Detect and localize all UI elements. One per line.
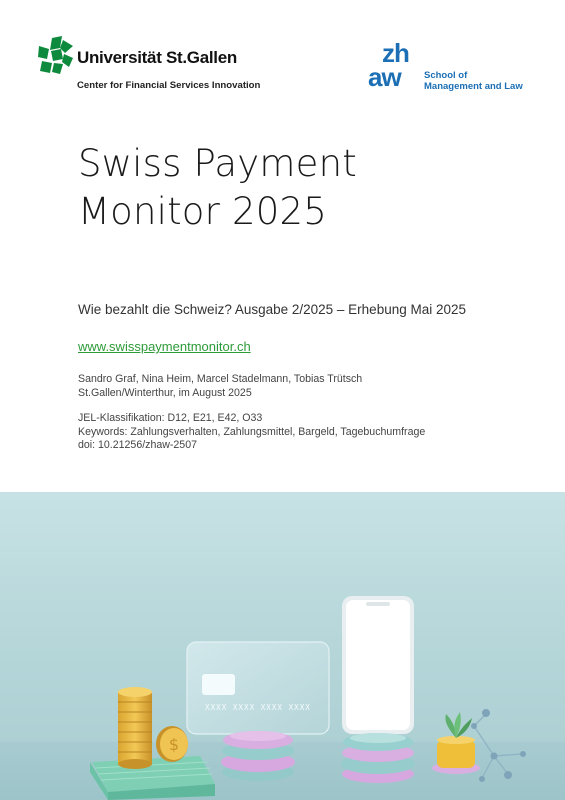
hsg-name: Universität St.Gallen (77, 48, 237, 67)
zhaw-school-line1: School of (424, 70, 468, 81)
ring-stand-right (341, 733, 415, 783)
hsg-leaf-mark-icon (38, 36, 74, 74)
hsg-logo (38, 36, 261, 96)
title-line-1: Swiss Payment (78, 142, 357, 185)
svg-text:$: $ (168, 735, 180, 754)
website-link[interactable]: www.swisspaymentmonitor.ch (78, 339, 251, 354)
keywords: Keywords: Zahlungsverhalten, Zahlungsmittel, Bargeld, Tagebuchumfrage (78, 425, 426, 438)
subtitle: Wie bezahlt die Schweiz? Ausgabe 2/2025 – Erhebung Mai 2025 (78, 302, 467, 317)
hsg-subtitle: Center for Financial Services Innovation (77, 80, 261, 91)
zhaw-school-line2: Management and Law (424, 80, 523, 92)
card-chip-icon (202, 674, 235, 695)
dollar-coin-icon (156, 726, 188, 762)
cash-stack (90, 756, 215, 800)
zhaw-school-name (424, 71, 523, 92)
page-title (78, 140, 357, 236)
authors: Sandro Graf, Nina Heim, Marcel Stadelmann, Tobias Trütsch (78, 373, 363, 385)
coin-stack-icon (118, 687, 152, 769)
credit-card (187, 642, 329, 734)
zhaw-mark-bottom: aw (368, 62, 401, 92)
title-line-2: Monitor 2025 (78, 190, 327, 233)
doi: doi: 10.21256/zhaw-2507 (78, 439, 197, 451)
cover-scene (0, 492, 565, 800)
place-date: St.Gallen/Winterthur, im August 2025 (78, 386, 252, 399)
ring-stand-left (221, 731, 295, 781)
zhaw-mark (368, 40, 418, 96)
card-number: XXXX XXXX XXXX XXXX (205, 703, 311, 712)
jel-classification: JEL-Klassifikation: D12, E21, E42, O33 (78, 412, 263, 424)
zhaw-logo (368, 40, 538, 96)
zhaw-mark-top: zh (382, 38, 409, 68)
cover-illustration (0, 492, 565, 800)
plant-icon (432, 712, 480, 774)
smartphone (342, 596, 414, 734)
